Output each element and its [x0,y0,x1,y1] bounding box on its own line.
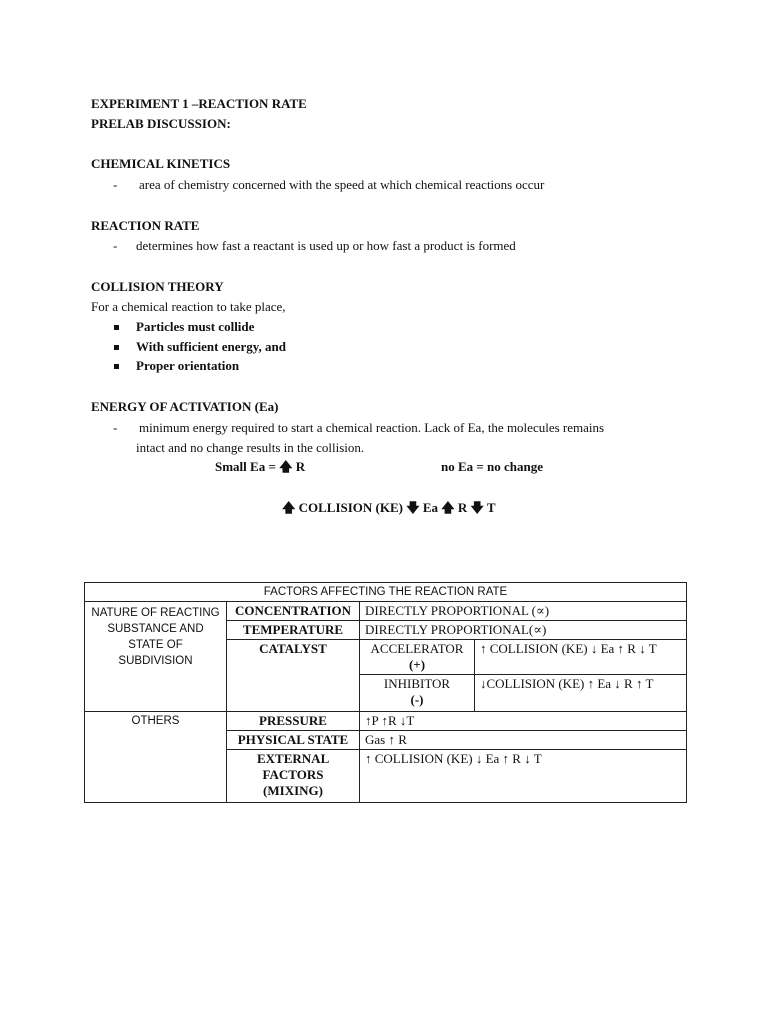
factors-table [84,582,687,803]
dash-bullet: - [113,420,118,435]
document-title: EXPERIMENT 1 –REACTION RATE [91,96,307,111]
factor-external-factors: EXTERNAL FACTORS (MIXING) [227,750,360,803]
table-row [85,712,687,731]
group-others: OTHERS [85,712,227,803]
factor-pressure: PRESSURE [227,712,360,731]
list-item: Proper orientation [136,358,240,373]
physical-state-effect: Gas ↑ R [360,731,687,750]
heading-energy-of-activation: ENERGY OF ACTIVATION (Ea) [91,399,279,414]
chemical-kinetics-definition: area of chemistry concerned with the speed at which chemical reactions occur [139,177,545,192]
accelerator-label: ACCELERATOR [370,641,464,656]
factor-physical-state: PHYSICAL STATE [227,731,360,750]
inhibitor-sign: (-) [410,692,424,707]
collision-relationship: 🡅 COLLISION (KE) 🡇 Ea 🡅 R 🡇 T [282,500,496,515]
heading-chemical-kinetics: CHEMICAL KINETICS [91,156,231,171]
external-factors-effect: ↑ COLLISION (KE) ↓ Ea ↑ R ↓ T [360,750,687,803]
table-row [85,583,687,602]
inhibitor-label: INHIBITOR [383,676,451,691]
factor-catalyst: CATALYST [227,640,360,712]
group-nature-of-reacting-substance: NATURE OF REACTING SUBSTANCE AND STATE OF SUBDIVISION [85,602,227,712]
reaction-rate-definition: determines how fast a reactant is used up or how fast a product is formed [136,238,516,253]
document-subtitle: PRELAB DISCUSSION: [91,116,231,131]
collision-theory-intro: For a chemical reaction to take place, [91,299,286,314]
catalyst-inhibitor [360,675,475,712]
heading-collision-theory: COLLISION THEORY [91,279,224,294]
factor-temperature: TEMPERATURE [227,621,360,640]
activation-definition-line2: intact and no change results in the collision. [136,440,365,455]
activation-definition-line1: minimum energy required to start a chemical reaction. Lack of Ea, the molecules remains [139,420,605,435]
dash-bullet: - [113,238,118,253]
temperature-effect: DIRECTLY PROPORTIONAL(∝) [360,621,687,640]
table-header: FACTORS AFFECTING THE REACTION RATE [85,583,687,602]
dash-bullet: - [113,177,118,192]
square-bullet [114,345,119,350]
square-bullet [114,364,119,369]
accelerator-effect: ↑ COLLISION (KE) ↓ Ea ↑ R ↓ T [475,640,687,675]
factor-concentration: CONCENTRATION [227,602,360,621]
catalyst-accelerator [360,640,475,675]
list-item: With sufficient energy, and [136,339,286,354]
accelerator-sign: (+) [408,657,426,672]
table-row [85,602,687,621]
no-ea-formula: no Ea = no change [441,459,544,474]
list-item: Particles must collide [136,319,255,334]
heading-reaction-rate: REACTION RATE [91,218,200,233]
inhibitor-effect: ↓COLLISION (KE) ↑ Ea ↓ R ↑ T [475,675,687,712]
square-bullet [114,325,119,330]
small-ea-formula: Small Ea = 🡅 R [215,459,306,474]
concentration-effect: DIRECTLY PROPORTIONAL (∝) [360,602,687,621]
pressure-effect: ↑P ↑R ↓T [360,712,687,731]
